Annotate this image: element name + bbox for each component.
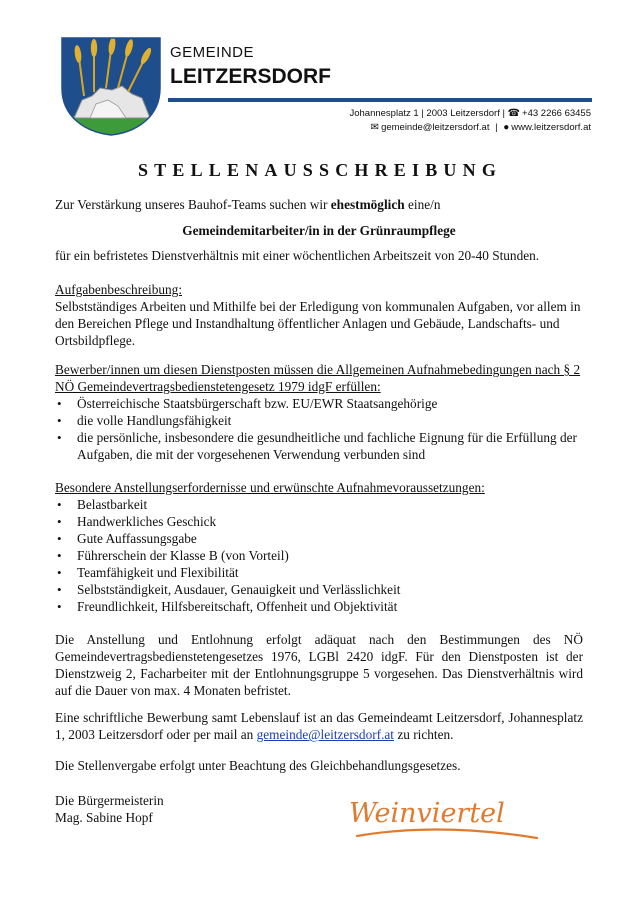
phone-icon: ☎ <box>507 108 521 119</box>
list-item: • Belastbarkeit <box>55 496 583 513</box>
globe-icon: ● <box>503 122 510 133</box>
salary-paragraph: Die Anstellung und Entlohnung erfolgt adäquat nach den Bestimmungen des NÖ Gemeindevertragsbedienstetengesetzes 1976, LGBl 2420 idgF. Für den Dienstposten ist der Dienstzweig 2, Facharbeiter mit der Entlohnungsgruppe 5 vorgesehen. Das Dienstverhältnis wird auf die Dauer von max. 4 Monaten befristet. <box>55 632 583 698</box>
list-item: • Teamfähigkeit und Flexibilität <box>55 564 583 581</box>
email-icon: ✉ <box>370 122 380 133</box>
list-item: • Freundlichkeit, Hilfsbereitschaft, Offenheit und Objektivität <box>55 598 583 615</box>
requirements-list <box>55 395 583 463</box>
list-item: • die volle Handlungsfähigkeit <box>55 412 583 429</box>
requirements-section <box>55 361 583 463</box>
special-heading: Besondere Anstellungserfordernisse und erwünschte Aufnahmevoraussetzungen: <box>55 480 485 495</box>
mayor-name: Mag. Sabine Hopf <box>55 810 153 825</box>
intro-emphasis: ehestmöglich <box>330 197 405 212</box>
list-item: • Handwerkliches Geschick <box>55 513 583 530</box>
municipality-name: LEITZERSDORF <box>170 65 331 88</box>
contact-separator: | <box>495 122 498 133</box>
list-item: • Gute Auffassungsgabe <box>55 530 583 547</box>
logo-text: Weinviertel <box>349 798 505 829</box>
address-text: Johannesplatz 1 | 2003 Leitzersdorf | <box>349 108 505 119</box>
special-list <box>55 496 583 615</box>
tasks-section <box>55 281 583 349</box>
list-item: • Selbstständigkeit, Ausdauer, Genauigkeit und Verlässlichkeit <box>55 581 583 598</box>
employment-text: für ein befristetes Dienstverhältnis mit einer wöchentlichen Arbeitszeit von 20-40 Stunden. <box>55 248 540 263</box>
list-item: • die persönliche, insbesondere die gesundheitliche und fachliche Eignung für die Erfüllung der Aufgaben, die mit der vorgesehenen Verwendung verbunden sind <box>55 429 583 463</box>
municipality-block <box>170 44 331 90</box>
application-paragraph <box>55 709 583 743</box>
weinviertel-logo <box>345 792 545 844</box>
crest-icon <box>60 36 162 136</box>
intro-after: eine/n <box>404 197 441 212</box>
equality-statement: Die Stellenvergabe erfolgt unter Beachtung des Gleichbehandlungsgesetzes. <box>55 758 461 773</box>
tasks-heading: Aufgabenbeschreibung: <box>55 282 183 297</box>
email-text[interactable]: gemeinde@leitzersdorf.at <box>381 122 490 133</box>
application-after: zu richten. <box>394 727 454 742</box>
tasks-text: Selbstständiges Arbeiten und Mithilfe bei der Erledigung von kommunalen Aufgaben, vor allem in den Bereichen Pflege und Instandhaltung öffentlicher Anlagen und Gebäude, Landschafts- und Ortsbildpflege. <box>55 299 581 348</box>
document-title: STELLENAUSSCHREIBUNG <box>137 160 503 180</box>
list-item: • Österreichische Staatsbürgerschaft bzw. EU/EWR Staatsangehörige <box>55 395 583 412</box>
contact-line-address <box>349 108 591 119</box>
application-before: Eine schriftliche Bewerbung samt Lebenslauf ist an das Gemeindeamt Leitzersdorf, Johannesplatz 1, 2003 Leitzersdorf oder per mail an <box>55 710 583 742</box>
web-text[interactable]: www.leitzersdorf.at <box>511 122 591 133</box>
municipality-label: GEMEINDE <box>170 44 255 61</box>
contact-line-online <box>371 122 591 133</box>
mayor-role: Die Bürgermeisterin <box>55 793 164 808</box>
header-rule <box>168 98 592 102</box>
application-email-link[interactable]: gemeinde@leitzersdorf.at <box>256 727 395 742</box>
intro-paragraph <box>55 196 583 213</box>
special-section <box>55 479 583 615</box>
phone-text: +43 2266 63455 <box>522 108 591 119</box>
intro-before: Zur Verstärkung unseres Bauhof-Teams suchen wir <box>55 197 331 212</box>
requirements-heading: Bewerber/innen um diesen Dienstposten müssen die Allgemeinen Aufnahmebedingungen nach § 2 NÖ Gemeindevertragsbedienstetengesetz 1979 idgF erfüllen: <box>55 362 581 394</box>
list-item: • Führerschein der Klasse B (von Vorteil) <box>55 547 583 564</box>
position-title: Gemeindemitarbeiter/in in der Grünraumpflege <box>182 223 456 238</box>
